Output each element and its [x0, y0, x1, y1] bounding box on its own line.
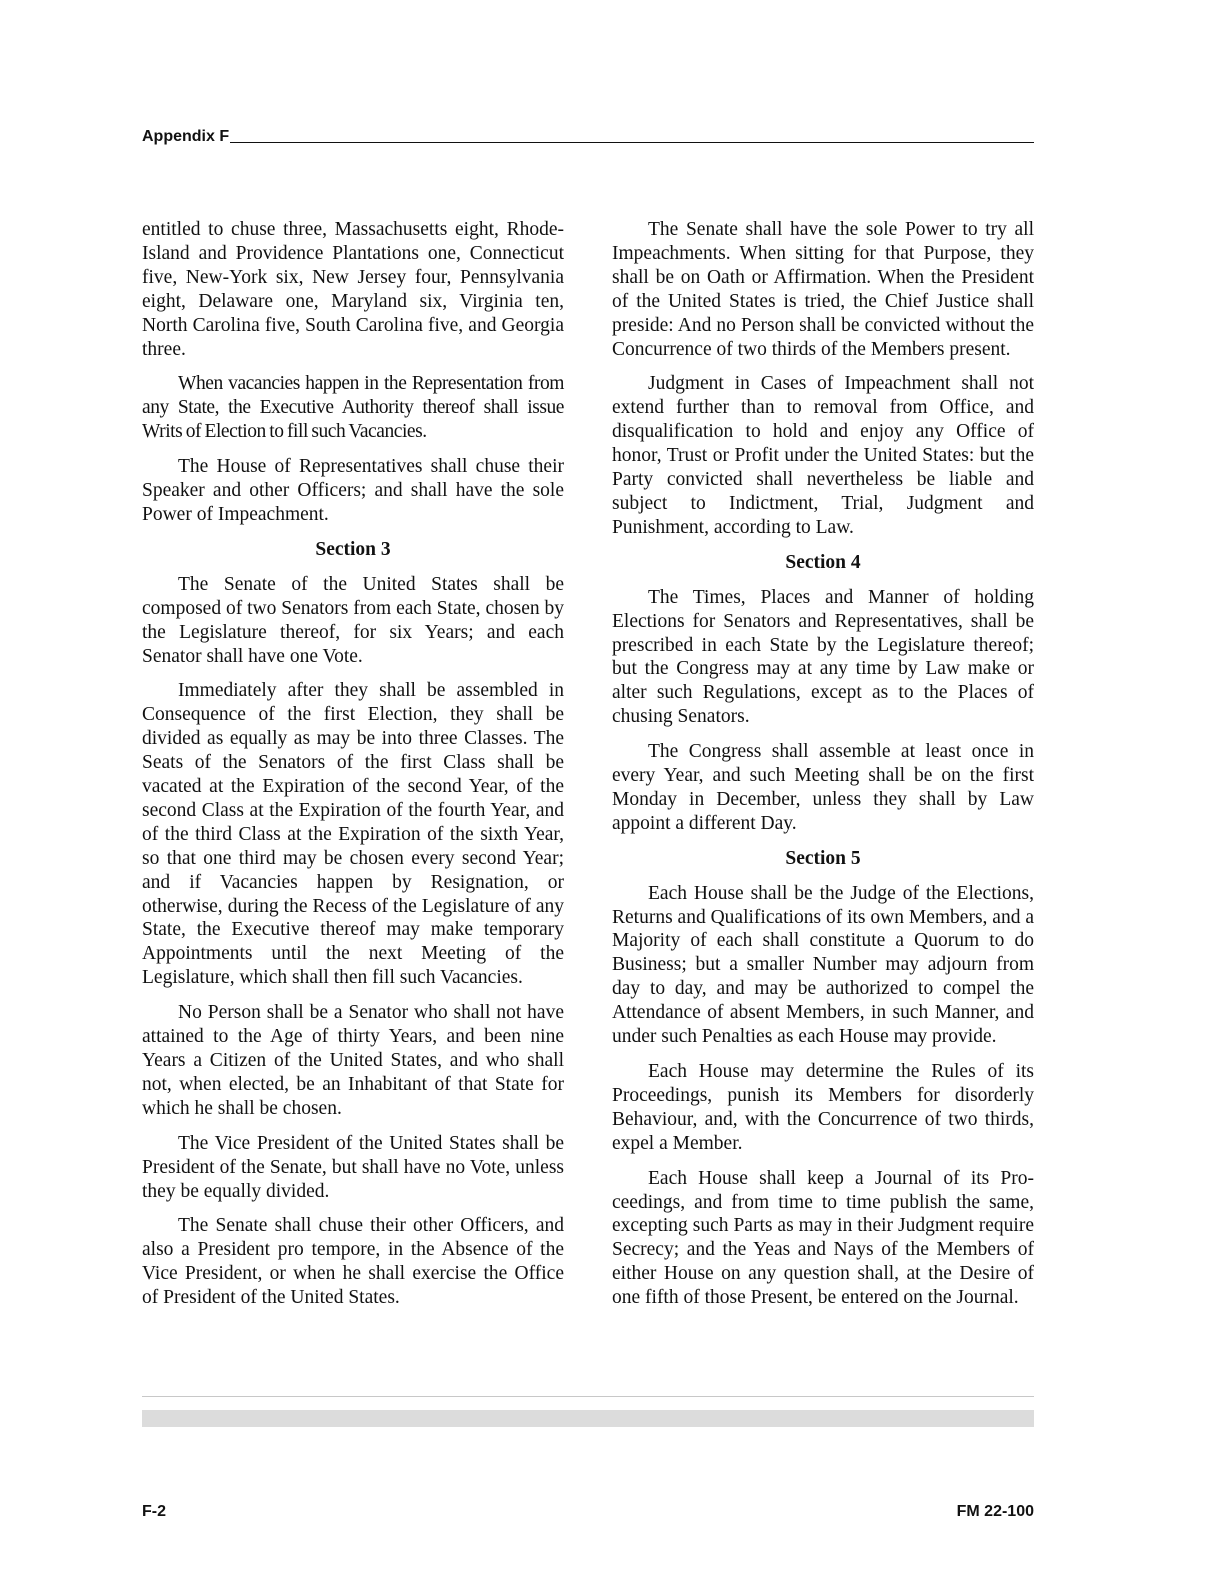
paragraph: The Senate shall have the sole Power to try all Impeachments. When sitting for that Purpose, they shall be on Oath or Affirmation. When the President of the United States is tried, the Chief Justice shall preside: And no Person shall be convicted without the Concurrence of two thirds of the Members present. [612, 219, 1034, 360]
appendix-label: Appendix F [142, 128, 230, 145]
paragraph: The Senate of the United States shall be composed of two Senators from each State, chosen by the Legislature thereof, for six Years; and each Senator shall have one Vote. [142, 573, 564, 667]
paragraph: Each House shall keep a Journal of its Proceedings, and from time to time publish the same, excepting such Parts as may in their Judgment require Secrecy; and the Yeas and Nays of the Members of either House on any question shall, at the Desire of one fifth of those Present, be entered on the Journal. [612, 1167, 1034, 1309]
paragraph: The Senate shall chuse their other Officers, and also a President pro tempore, in the Absence of the Vice President, or when he shall exercise the Office of President of the United States. [142, 1215, 564, 1309]
bottom-divider [142, 1396, 1034, 1397]
left-column [142, 218, 564, 1321]
right-column [612, 218, 1034, 1321]
bottom-bar [142, 1410, 1034, 1427]
section-heading: Section 4 [785, 551, 861, 573]
paragraph: Each House may determine the Rules of its Proceedings, punish its Members for disorderly Behaviour, and, with the Concurrence of two thirds, expel a Member. [612, 1061, 1034, 1154]
paragraph: The Congress shall assemble at least once in every Year, and such Meeting shall be on the first Monday in December, unless they shall by Law appoint a different Day. [612, 741, 1034, 834]
paragraph: When vacancies happen in the Representation from any State, the Executive Authority thereof shall issue Writs of Election to fill such Vacancies. [142, 373, 564, 443]
page-number: F-2 [142, 1503, 166, 1520]
paragraph: The Vice President of the United States shall be President of the Senate, but shall have no Vote, unless they be equally divided. [142, 1132, 564, 1202]
paragraph: Judgment in Cases of Impeachment shall not extend further than to removal from Office, and disqualification to hold and enjoy any Office of honor, Trust or Profit under the United States: but the Party convicted shall nevertheless be liable and subject to Indictment, Trial, Judgment and Punishment, according to Law. [612, 373, 1034, 538]
header-rule [230, 142, 1034, 143]
paragraph: entitled to chuse three, Massachusetts eight, Rhode-Island and Providence Plantations one, Connecticut five, New-York six, New Jersey four, Pennsylvania eight, Delaware one, Maryland six, Virginia ten, North Carolina five, South Carolina five, and Georgia three. [142, 219, 564, 360]
paragraph: The House of Representatives shall chuse their Speaker and other Officers; and shall have the sole Power of Impeachment. [142, 456, 564, 525]
page-header [142, 124, 1034, 146]
paragraph: Each House shall be the Judge of the Elections, Returns and Qualifications of its own Members, and a Majority of each shall constitute a Quorum to do Business; but a smaller Number may adjourn from day to day, and may be authorized to compel the Attendance of absent Members, in such Manner, and under such Penalties as each House may provide. [612, 882, 1034, 1048]
paragraph: No Person shall be a Senator who shall not have attained to the Age of thirty Years, and been nine Years a Citizen of the United States, and who shall not, when elected, be an Inhabitant of that State for which he shall be chosen. [142, 1002, 564, 1119]
paragraph: Immediately after they shall be assembled in Consequence of the first Election, they shall be divided as equally as may be into three Classes. The Seats of the Senators of the first Class shall be vacated at the Expiration of the second Year, of the second Class at the Expiration of the fourth Year, and of the third Class at the Expiration of the sixth Year, so that one third may be chosen every second Year; and if Vacancies happen by Resignation, or otherwise, during the Recess of the Legislature of any State, the Executive thereof may make temporary Appointments until the next Meeting of the Legislature, which shall then fill such Vacancies. [142, 680, 564, 989]
document-id: FM 22-100 [956, 1503, 1034, 1520]
section-heading: Section 3 [315, 538, 391, 560]
paragraph: The Times, Places and Manner of holding Elections for Senators and Representatives, shall be prescribed in each State by the Legislature thereof; but the Congress may at any time by Law make or alter such Regulations, except as to the Places of chusing Senators. [612, 586, 1034, 728]
section-heading: Section 5 [785, 847, 861, 869]
